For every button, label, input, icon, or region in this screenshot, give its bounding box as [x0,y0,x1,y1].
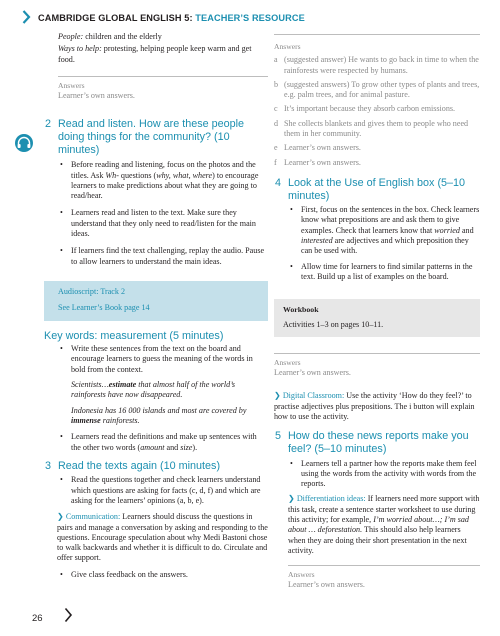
audioscript-box [44,281,268,321]
section-number: 5 [275,430,282,443]
answers-box-1 [58,76,268,102]
example-sentence-1: Scientists…estimate that almost half of the world’s rainforests have now disappeared. [71,380,236,400]
ways-line [58,44,268,65]
people-label: People: [58,32,84,41]
answer-item [274,80,480,101]
section-4-heading [275,176,480,202]
right-column [274,32,480,591]
answer-key: c [274,104,278,114]
answers-label: Answers [274,357,301,367]
chevron-right-icon [22,10,31,24]
answer-text: (suggested answer) He wants to go back in time to when the rainforests were respected by humans. [284,55,479,75]
answers-text: Learner’s own answers. [288,580,365,590]
digital-classroom-note: ❯ Digital Classroom: Use the activity ‘How do they feel?’ to practise adjectives plus prepositions. The i button will explain how to use the activity. [274,391,475,422]
section-2-list [58,160,268,267]
section-4-list [288,205,480,282]
people-line [58,32,268,42]
answers-text: Learner’s own answers. [58,91,135,101]
section-title: Look at the Use of English box (5–10 minutes) [288,176,466,202]
page-number: 26 [32,613,43,624]
audioscript-reference[interactable]: See Learner’s Book page 14 [58,303,150,313]
answers-list [274,55,480,168]
answer-item [274,55,480,76]
example-sentence-2: Indonesia has 16 000 islands and most are covered by immense rainforests. [71,405,247,425]
section-3-list [58,475,268,506]
answer-text: She collects blankets and gives them to people who need them in her community. [284,118,469,139]
headphones-icon [14,134,34,152]
ways-text: protesting, helping people keep warm and get food. [58,44,252,64]
answers-label: Answers [288,570,315,580]
section-number: 2 [45,118,52,131]
list-item: • Give class feedback on the answers. [58,570,268,580]
answer-key: e [274,143,278,153]
key-words-heading: Key words: measurement (5 minutes) [44,329,224,342]
answer-text: Learner’s own answers. [284,143,361,153]
answer-key: d [274,118,279,128]
answers-box-2 [274,34,480,168]
answer-key: a [274,55,278,65]
people-text: children and the elderly [83,32,162,41]
chevron-icon: ❯ [288,494,295,504]
section-title: Read and listen. How are these people doing things for the community? (10 minutes) [58,118,245,156]
key-words-list-2 [58,432,268,453]
answers-label: Answers [58,80,85,90]
audioscript-track: Track 2 [98,286,126,296]
digital-classroom-label[interactable]: Digital Classroom: [282,391,345,401]
section-3-heading [45,459,268,473]
communication-note: ❯ Communication: Learners should discuss the questions in pairs and manage a conversation by asking and responding to the questions. Encourage speculation about why Medi Bastoni chose to walk backwards and whether it is difficult to do. Circulate and offer support. [57,512,268,563]
answers-text: Learner’s own answers. [274,368,351,378]
list-item: • Read the questions together and check learners understand which questions are asking for facts (c, d, f) and which are asking for the learners’ opinions (a, b, e). [58,475,268,506]
section-5-heading [275,430,480,455]
key-words-list [58,344,268,375]
list-item: • Write these sentences from the text on the board and encourage learners to guess the meaning of the words in bold from the context. [58,344,268,375]
answer-key: b [274,79,279,89]
answers-box-3 [274,353,480,379]
chevron-icon: ❯ [274,391,281,401]
audioscript-label: Audioscript: [58,286,99,296]
section-title: How do these news reports make you feel? (5–10 minutes) [288,430,469,455]
workbook-text: Activities 1–3 on pages 10–11. [283,319,384,329]
list-item: • Learners read the definitions and make up sentences with the other two words (amount and size). [58,432,268,453]
list-item: • Learners tell a partner how the reports make them feel using the words from the activity with words from the reports. [288,459,480,490]
left-column [44,32,268,580]
communication-label: ❯ [57,512,64,522]
section-number: 3 [45,459,52,472]
list-item: • Before reading and listening, focus on the photos and the titles. Ask Wh- questions (why, what, where) to encourage learners to make predictions about what they are going to read/hear. [58,160,268,201]
answer-item [274,158,480,168]
list-item: • Allow time for learners to find similar patterns in the text. Build up a list of examples on the board. [288,262,480,283]
book-title: CAMBRIDGE GLOBAL ENGLISH 5: [38,13,196,23]
answer-key: f [274,157,277,167]
differentiation-label: Differentiation ideas: [296,494,366,504]
ways-label: Ways to help: [58,44,102,54]
resource-title: TEACHER’S RESOURCE [195,13,305,23]
answer-item [274,119,480,140]
list-item: • Learners read and listen to the text. Make sure they understand that they only need to read/listen for the main ideas. [58,208,268,239]
workbook-box [274,299,480,337]
answers-label: Answers [274,42,301,51]
answers-box-4 [288,565,480,591]
answer-text: It’s important because they absorb carbon emissions. [284,104,456,114]
list-item: • If learners find the text challenging, replay the audio. Pause to allow learners to understand the main ideas. [58,246,268,267]
answer-text: Learner’s own answers. [284,157,361,167]
answer-item [274,104,480,114]
differentiation-note: ❯ Differentiation ideas: If learners need more support with this task, create a sentence starter worksheet to use during this activity; for example, I’m worried about…; I’m sad about … deforestation. This should also help learners when they are doing their short presentation in the next activity. [288,494,480,555]
list-item: • First, focus on the sentences in the box. Check learners know what prepositions are and ask them to give examples. Check that learners know that worried and interested are adjectives and which preposition they can be used with. [288,205,480,256]
running-header [38,13,305,23]
section-title: Read the texts again (10 minutes) [58,459,221,472]
answer-item [274,143,480,153]
next-page-chevron-icon[interactable] [64,607,73,623]
answer-text: (suggested answers) To grow other types of plants and trees, e.g. palm trees, and for animal pasture. [284,79,480,100]
section-2-heading [45,118,268,156]
section-number: 4 [275,176,282,189]
section-3-list-2 [58,570,268,580]
section-5-list [288,459,480,490]
workbook-label: Workbook [283,305,319,315]
